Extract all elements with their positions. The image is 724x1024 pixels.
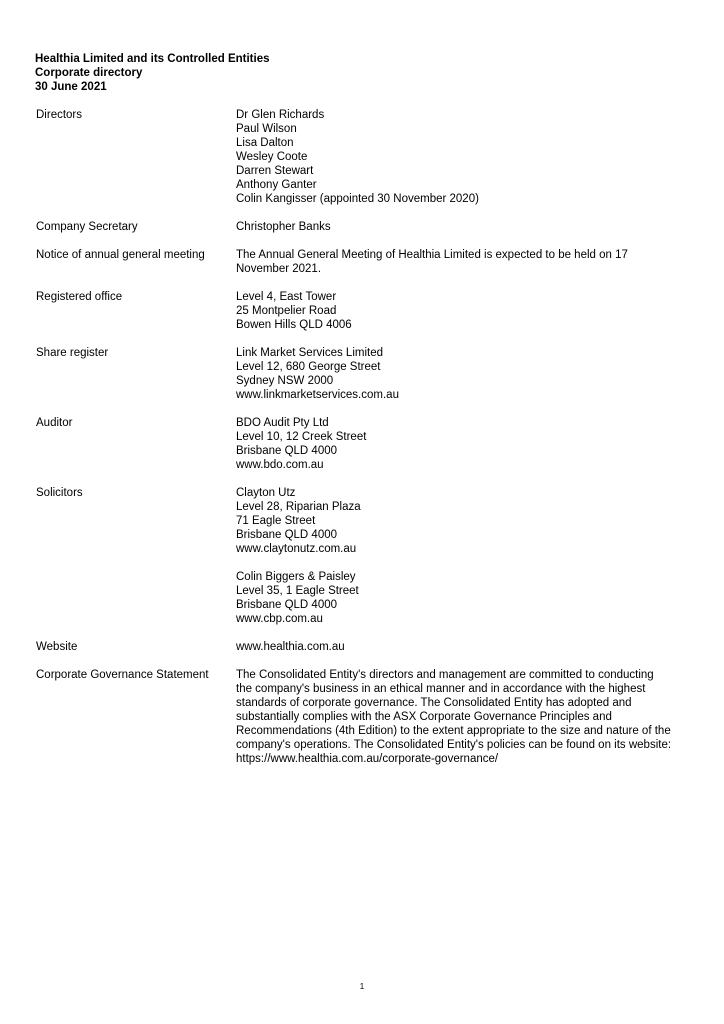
directory-value-line: Recommendations (4th Edition) to the extent appropriate to the size and nature of the [236,725,671,737]
directory-value-line: Level 10, 12 Creek Street [236,431,367,443]
directory-value-line: Darren Stewart [236,165,314,177]
directory-value-line: 71 Eagle Street [236,515,316,527]
directory-value-line: Colin Kangisser (appointed 30 November 2020) [236,193,479,205]
website-link[interactable]: https://www.healthia.com.au/corporate-governance/ [236,753,499,765]
directory-value [236,416,706,472]
directory-value-block [236,108,706,206]
directory-value [236,346,706,402]
directory-row [36,108,706,206]
document-title: Corporate directory [35,67,143,79]
directory-value [236,248,706,276]
directory-value-line: substantially complies with the ASX Corporate Governance Principles and [236,711,612,723]
directory-value-line: Level 12, 680 George Street [236,361,381,373]
directory-label: Solicitors [36,487,83,499]
directory-value-line: the company's business in an ethical manner and in accordance with the highest [236,683,646,695]
directory-value-line: Level 35, 1 Eagle Street [236,585,359,597]
directory-label: Website [36,641,78,653]
directory-value-line: Paul Wilson [236,123,297,135]
website-link[interactable]: www.bdo.com.au [236,459,324,471]
directory-label: Directors [36,109,83,121]
directory-label: Company Secretary [36,221,138,233]
directory-row [36,416,706,472]
directory-label: Share register [36,347,109,359]
report-date: 30 June 2021 [35,81,107,93]
directory-value [236,108,706,206]
corporate-directory [36,108,706,780]
page-number: 1 [359,982,365,991]
directory-label: Registered office [36,291,123,303]
directory-value-line: Brisbane QLD 4000 [236,529,338,541]
directory-value-block [236,248,706,276]
directory-value-line: November 2021. [236,263,322,275]
directory-value-block [236,486,706,556]
directory-value-line: Anthony Ganter [236,179,317,191]
directory-value-block [236,220,706,234]
directory-label: Auditor [36,417,73,429]
directory-value-block [236,290,706,332]
directory-value-block [236,640,706,654]
directory-value-line: The Consolidated Entity's directors and management are committed to conducting [236,669,654,681]
directory-value-line: BDO Audit Pty Ltd [236,417,329,429]
directory-value [236,290,706,332]
website-link[interactable]: www.linkmarketservices.com.au [236,389,399,401]
directory-value-line: Lisa Dalton [236,137,294,149]
directory-value-line: Level 4, East Tower [236,291,337,303]
directory-value-line: 25 Montpelier Road [236,305,337,317]
directory-value [236,220,706,234]
directory-value-line: Colin Biggers & Paisley [236,571,356,583]
directory-value-line: Link Market Services Limited [236,347,383,359]
directory-label: Corporate Governance Statement [36,669,209,681]
directory-value [236,486,706,626]
directory-value-block [236,416,706,472]
directory-value-line: Clayton Utz [236,487,296,499]
website-link[interactable]: www.cbp.com.au [236,613,323,625]
directory-row [36,248,706,276]
directory-value-block [236,346,706,402]
directory-row [36,290,706,332]
directory-row [36,220,706,234]
company-name: Healthia Limited and its Controlled Entities [35,53,270,65]
directory-value-block [236,570,706,626]
directory-value-line: Level 28, Riparian Plaza [236,501,361,513]
directory-value [236,668,706,766]
directory-value-line: Wesley Coote [236,151,308,163]
directory-value-line: Bowen Hills QLD 4006 [236,319,352,331]
directory-value-line: Brisbane QLD 4000 [236,599,338,611]
directory-row [36,640,706,654]
directory-value-block [236,668,706,766]
directory-row [36,668,706,766]
website-link[interactable]: www.healthia.com.au [236,641,345,653]
directory-value-line: Sydney NSW 2000 [236,375,334,387]
directory-value-line: Brisbane QLD 4000 [236,445,338,457]
directory-value-line: Dr Glen Richards [236,109,325,121]
directory-value-line: company's operations. The Consolidated Entity's policies can be found on its website: [236,739,672,751]
directory-label: Notice of annual general meeting [36,249,205,261]
directory-value [236,640,706,654]
directory-value-line: The Annual General Meeting of Healthia Limited is expected to be held on 17 [236,249,628,261]
website-link[interactable]: www.claytonutz.com.au [236,543,357,555]
directory-value-line: standards of corporate governance. The Consolidated Entity has adopted and [236,697,632,709]
directory-row [36,486,706,626]
document-header [35,52,270,94]
directory-value-line: Christopher Banks [236,221,331,233]
directory-row [36,346,706,402]
